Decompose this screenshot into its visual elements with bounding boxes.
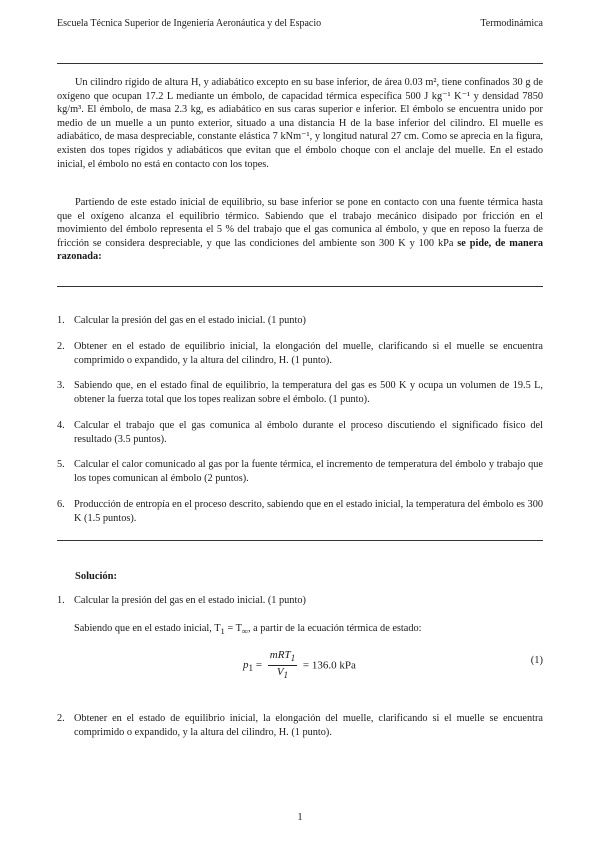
task-number: 3. xyxy=(57,380,65,391)
solution-rule xyxy=(57,540,543,541)
task-number: 6. xyxy=(57,498,65,510)
solution-item-number: 1. xyxy=(57,595,65,606)
body-text-post: , a partir de la ecuación térmica de estado: xyxy=(247,623,422,634)
task-text: Sabiendo que, en el estado final de equilibrio, la temperatura del gas es 500 K y ocupa un volumen de 19.5 L, obtener la fuerza total que los topes realizan sobre el émbolo. (1 punto). xyxy=(74,380,543,405)
task-number: 1. xyxy=(57,315,65,326)
equation-denominator xyxy=(268,666,297,682)
denominator-text: V xyxy=(276,666,284,679)
middle-rule xyxy=(57,286,543,287)
solution-item-1 xyxy=(57,594,543,608)
equation-result: = 136.0 kPa xyxy=(302,659,356,672)
solution-item-text: Calcular la presión del gas en el estado inicial. (1 punto) xyxy=(74,595,306,606)
task-item xyxy=(57,498,543,526)
task-number: 2. xyxy=(57,340,65,352)
task-text: Calcular el trabajo que el gas comunica al émbolo durante el proceso discutiendo el significado físico del resultado (3.5 puntos). xyxy=(74,419,543,445)
problem-paragraph-2 xyxy=(57,196,543,264)
equation-lhs-symbol: p xyxy=(243,658,249,671)
solution-title: Solución: xyxy=(75,571,118,582)
header-institution: Escuela Técnica Superior de Ingeniería Aeronáutica y del Espacio xyxy=(57,18,322,29)
problem-paragraph-1: Un cilindro rígido de altura H, y adiabático excepto en su base inferior, de área 0.03 m², tiene confinados 30 g de oxígeno que ocupan 17.2 L mediante un émbolo, de capacidad térmica específica 500 J kg⁻¹ K⁻¹ y densidad 7850 kg/m³. El émbolo, de masa 2.3 kg, es adiabático en sus caras superior e inferior. El émbolo se encuentra unido por medio de un muelle a un punto exterior, situado a una distancia H de la base inferior del cilindro. El muelle es adiabático, de masa despreciable, constante elástica 7 kNm⁻¹, y longitud natural 27 cm. Como se aprecia en la figura, existen dos topes rígidos y adiabáticos que evitan que el émbolo choque con el anclaje del muelle. En el estado inicial, el émbolo no está en contacto con los topes. xyxy=(57,77,543,170)
task-text: Obtener en el estado de equilibrio inicial, la elongación del muelle, clarificando si el muelle se encuentra comprimido o expandido, y la altura del cilindro, H. (1 punto). xyxy=(74,340,543,366)
page-number: 1 xyxy=(297,812,303,823)
task-text: Calcular el calor comunicado al gas por la fuente térmica, el incremento de temperatura del émbolo y trabajo que los topes comunican al émbolo (2 puntos). xyxy=(74,459,543,484)
denominator-sub: 1 xyxy=(283,670,289,681)
top-rule xyxy=(57,63,543,64)
numerator-sub: 1 xyxy=(290,653,296,664)
task-number: 4. xyxy=(57,419,65,431)
body-sub-1: 1 xyxy=(220,626,225,637)
body-sub-inf: ∞ xyxy=(241,626,248,637)
equation-lhs-sub: 1 xyxy=(248,662,254,673)
task-item xyxy=(57,419,543,447)
task-list xyxy=(57,314,543,537)
task-item xyxy=(57,379,543,407)
equation-1 xyxy=(243,649,356,679)
equation-fraction xyxy=(268,649,297,682)
solution-item-2 xyxy=(57,712,543,740)
header-subject: Termodinámica xyxy=(480,18,543,29)
body-text-pre: Sabiendo que en el estado inicial, T xyxy=(74,623,221,634)
solution-item-text: Obtener en el estado de equilibrio inicial, la elongación del muelle, clarificando si el muelle se encuentra comprimido o expandido, y la altura del cilindro, H. (1 punto). xyxy=(74,713,543,738)
solution-item-number: 2. xyxy=(57,713,65,724)
problem-paragraph-2-text: Partiendo de este estado inicial de equilibrio, su base inferior se pone en contacto con una fuente térmica hasta que el oxígeno alcanza el equilibrio térmico. Sabiendo que el trabajo mecánico disipado por fricción en el movimiento del émbolo representa el 5 % del trabajo que el gas comunica al émbolo, y que en reposo la fuerza de fricción se considera despreciable, y que las condiciones del ambiente son 300 K y 100 kPa xyxy=(57,197,543,249)
solution-body-text xyxy=(74,622,543,638)
task-item xyxy=(57,340,543,368)
task-item xyxy=(57,458,543,486)
equation-label: (1) xyxy=(530,655,543,666)
task-text: Calcular la presión del gas en el estado inicial. (1 punto) xyxy=(74,315,306,326)
equation-numerator xyxy=(268,649,297,666)
numerator-text: mRT xyxy=(269,649,291,661)
problem-request: se pide, de manera razonada: xyxy=(57,237,543,263)
task-number: 5. xyxy=(57,459,65,470)
body-text-mid: = T xyxy=(224,623,242,634)
task-item xyxy=(57,314,543,328)
equation-lhs: $p_1$ = xyxy=(243,658,263,673)
task-text: Producción de entropía en el proceso descrito, sabiendo que en el estado inicial, la temperatura del émbolo es 300 K (1.5 puntos). xyxy=(74,498,543,524)
